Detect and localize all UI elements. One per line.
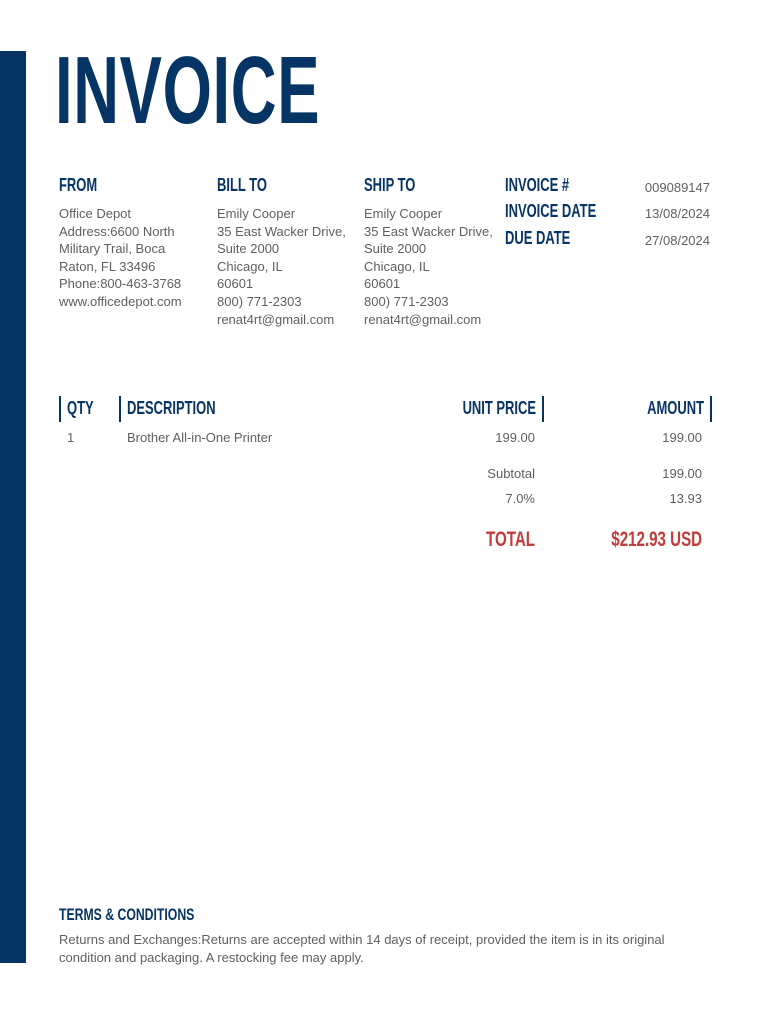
ship-to-heading: SHIP TO	[364, 175, 416, 195]
total-value: $212.93 USD	[611, 528, 702, 551]
bill-to-line: 800) 771-2303	[217, 293, 302, 309]
invoice-number-label: INVOICE #	[505, 175, 570, 195]
invoice-number-value: 009089147	[644, 180, 710, 195]
row-amount: 199.00	[662, 430, 702, 445]
qty-header	[59, 396, 104, 422]
ship-to-lines	[364, 205, 493, 328]
side-accent-bar	[0, 51, 26, 963]
from-line: Military Trail, Boca	[59, 241, 166, 257]
from-line: Raton, FL 33496	[59, 258, 156, 274]
from-lines	[59, 205, 182, 311]
from-line: Address:6600 North	[59, 223, 175, 239]
row-qty: 1	[67, 430, 75, 445]
description-header	[119, 396, 250, 422]
qty-header-label: QTY	[67, 398, 94, 418]
ship-to-email[interactable]: renat4rt@gmail.com	[364, 311, 482, 327]
ship-to-line: Chicago, IL	[364, 258, 430, 274]
invoice-date-value: 13/08/2024	[644, 206, 710, 221]
ship-to-line: 60601	[364, 276, 401, 292]
ship-to-line: 800) 771-2303	[364, 293, 449, 309]
row-unit-price: 199.00	[495, 430, 535, 445]
description-header-label: DESCRIPTION	[127, 398, 216, 418]
ship-to-line: 35 East Wacker Drive,	[364, 223, 493, 239]
bill-to-line: Chicago, IL	[217, 258, 283, 274]
bill-to-section	[217, 175, 346, 328]
ship-to-section	[364, 175, 493, 328]
bill-to-heading: BILL TO	[217, 175, 267, 195]
from-section	[59, 175, 182, 311]
subtotal-label: Subtotal	[487, 466, 535, 481]
amount-header-label: AMOUNT	[647, 398, 704, 418]
terms-text: Returns and Exchanges:Returns are accepted within 14 days of receipt, provided the item is in its original condition and packaging. A restocking fee may apply.	[59, 932, 665, 965]
total-label: TOTAL	[486, 528, 535, 551]
bill-to-email[interactable]: renat4rt@gmail.com	[217, 311, 335, 327]
from-heading: FROM	[59, 175, 98, 195]
due-date-label: DUE DATE	[505, 228, 571, 248]
unit-price-header-label: UNIT PRICE	[462, 398, 536, 418]
tax-value: 13.93	[669, 491, 702, 506]
amount-header	[624, 396, 712, 422]
ship-to-line: Emily Cooper	[364, 206, 443, 221]
bill-to-line: 60601	[217, 276, 254, 292]
ship-to-line: Suite 2000	[364, 241, 427, 257]
invoice-date-label: INVOICE DATE	[505, 201, 597, 221]
terms-heading: TERMS & CONDITIONS	[59, 905, 195, 924]
bill-to-line: Suite 2000	[217, 241, 280, 257]
from-website[interactable]: www.officedepot.com	[59, 293, 182, 309]
row-description: Brother All-in-One Printer	[127, 430, 273, 445]
from-line: Office Depot	[59, 206, 132, 221]
bill-to-line: 35 East Wacker Drive,	[217, 223, 346, 239]
bill-to-lines	[217, 205, 346, 328]
unit-price-header	[456, 396, 544, 422]
subtotal-value: 199.00	[662, 466, 702, 481]
due-date-value: 27/08/2024	[644, 233, 710, 248]
tax-rate-label: 7.0%	[505, 491, 535, 506]
from-line: Phone:800-463-3768	[59, 276, 182, 292]
invoice-title: INVOICE	[55, 37, 321, 144]
bill-to-line: Emily Cooper	[217, 206, 296, 221]
